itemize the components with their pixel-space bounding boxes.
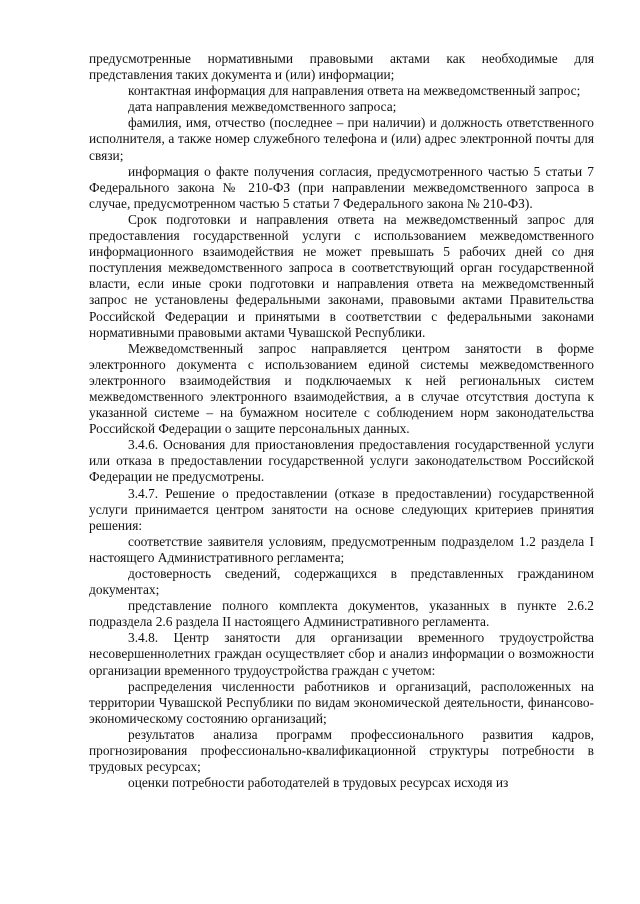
paragraph: 3.4.6. Основания для приостановления предоставления государственной услуги или отказа в предоставлении государственной услуги законодательством Российской Федерации не предусмотрены. [89,437,594,485]
paragraph: оценки потребности работодателей в трудовых ресурсах исходя из [128,775,509,791]
paragraph: предусмотренные нормативными правовыми актами как необходимые для представления таких документа и (или) информации; [89,51,594,83]
paragraph: Срок подготовки и направления ответа на межведомственный запрос для предоставления государственной услуги с использованием межведомственного информационного взаимодействия не может превышать 5 рабочих дней со дня поступления межведомственного запроса в соответствующий орган государственной власти, если иные сроки подготовки и направления ответа на межведомственный запрос не установлены федеральными законами, правовыми актами Правительства Российской Федерации и принятыми в соответствии с федеральными законами нормативными правовыми актами Чувашской Республики. [89,211,594,340]
paragraph: достоверность сведений, содержащихся в представленных гражданином документах; [89,566,594,598]
document-page [89,51,594,791]
paragraph: соответствие заявителя условиям, предусмотренным подразделом 1.2 раздела I настоящего Административного регламента; [89,533,594,565]
paragraph: 3.4.7. Решение о предоставлении (отказе в предоставлении) государственной услуги принимается центром занятости на основе следующих критериев принятия решения: [89,485,594,533]
paragraph: информация о факте получения согласия, предусмотренного частью 5 статьи 7 Федерального закона № 210-ФЗ (при направлении межведомственного запроса в случае, предусмотренном частью 5 статьи 7 Федерального закона № 210-ФЗ). [89,163,594,211]
paragraph: Межведомственный запрос направляется центром занятости в форме электронного документа с использованием единой системы межведомственного электронного взаимодействия и подключаемых к ней региональных систем межведомственного электронного взаимодействия, а в случае отсутствия доступа к указанной системе – на бумажном носителе с соблюдением норм законодательства Российской Федерации о защите персональных данных. [89,340,594,437]
paragraph: контактная информация для направления ответа на межведомственный запрос; [128,83,581,99]
paragraph: распределения численности работников и организаций, расположенных на территории Чувашской Республики по видам экономической деятельности, финансово-экономическому состоянию организаций; [89,678,594,726]
paragraph: дата направления межведомственного запроса; [128,99,397,115]
paragraph: результатов анализа программ профессионального развития кадров, прогнозирования профессионально-квалификационной структуры потребности в трудовых ресурсах; [89,726,594,775]
paragraph: фамилия, имя, отчество (последнее – при наличии) и должность ответственного исполнителя, а также номер служебного телефона и (или) адрес электронной почты для связи; [89,115,594,163]
paragraph: 3.4.8. Центр занятости для организации временного трудоустройства несовершеннолетних граждан осуществляет сбор и анализ информации о возможности организации временного трудоустройства граждан с учетом: [89,630,594,678]
paragraph: представление полного комплекта документов, указанных в пункте 2.6.2 подраздела 2.6 раздела II настоящего Административного регламента. [89,598,594,630]
